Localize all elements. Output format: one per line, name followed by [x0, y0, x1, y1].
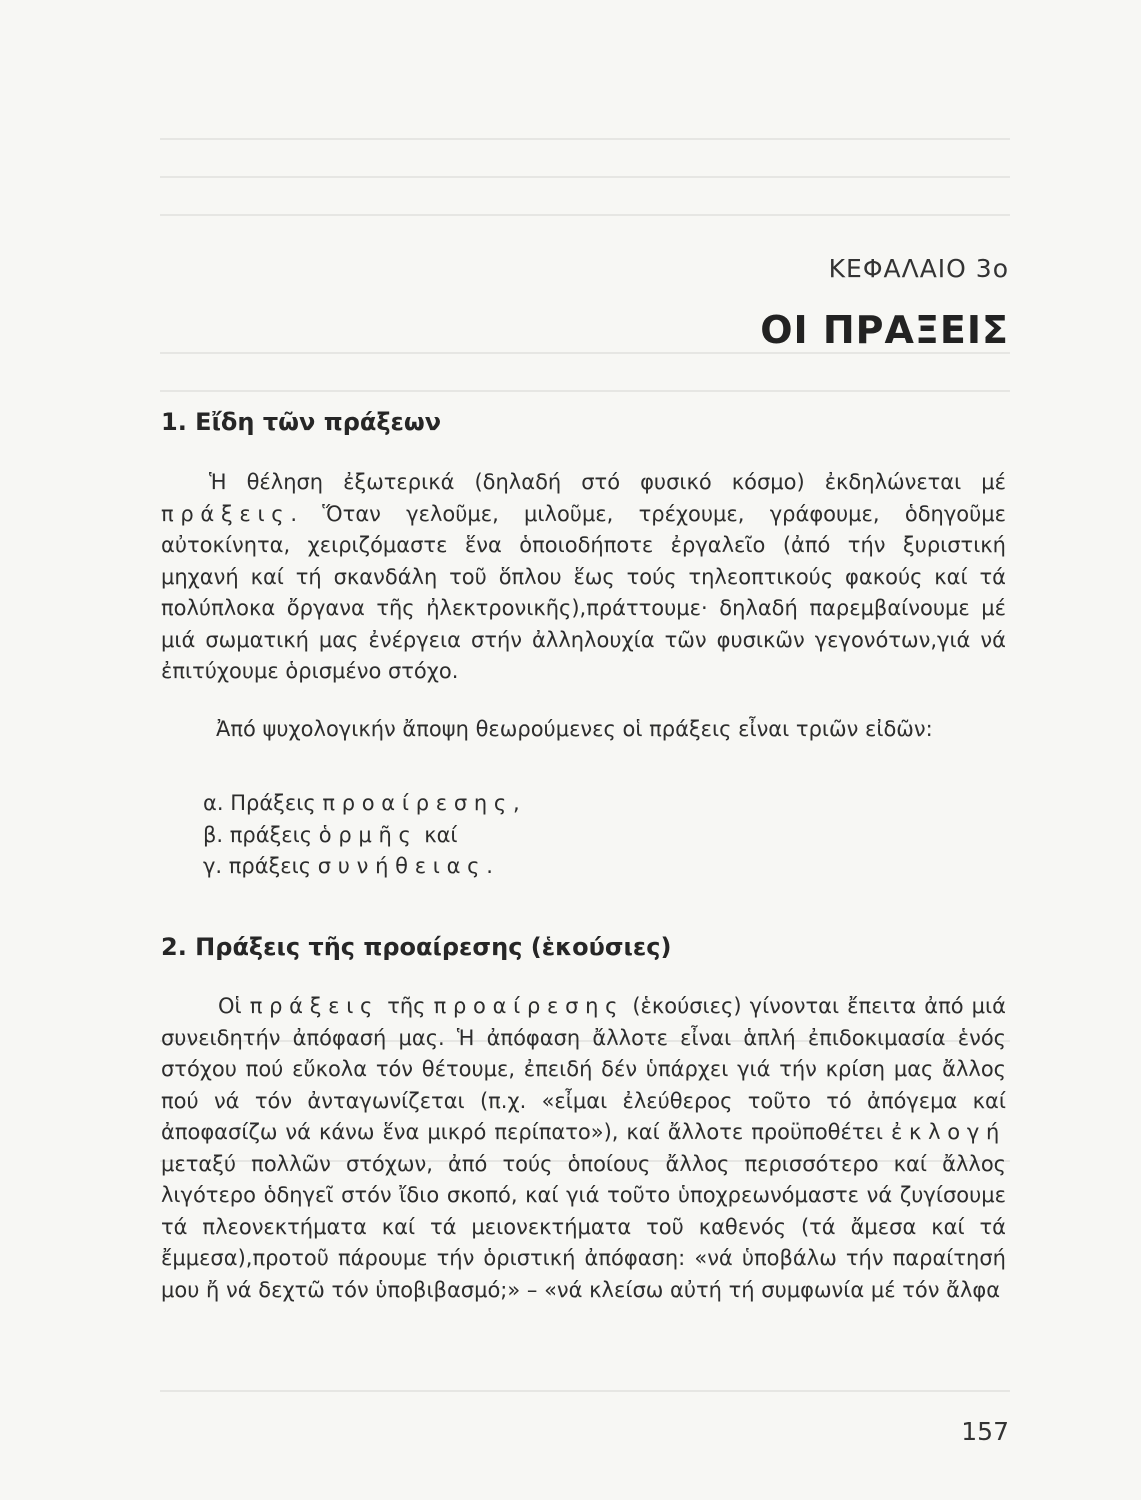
bleed-through-line: [160, 138, 1010, 140]
bleed-through-line: [160, 1390, 1010, 1392]
chapter-label: ΚΕΦΑΛΑΙΟ 3ο: [828, 254, 1009, 283]
list-item-prefix: β. πράξεις: [203, 822, 319, 847]
section-1-paragraph-2: Ἀπό ψυχολογικήν ἄποψη θεωρούμενες οἱ πράξεις εἶναι τριῶν εἰδῶν:: [216, 717, 933, 741]
list-item: [203, 820, 520, 852]
bleed-through-line: [160, 390, 1010, 392]
bleed-through-line: [160, 176, 1010, 178]
paragraph-text: τῆς: [379, 994, 434, 1018]
list-item: [203, 788, 520, 820]
list-item-prefix: γ. πράξεις: [203, 854, 318, 878]
spaced-term: προαίρεσης: [433, 994, 625, 1018]
list-item-prefix: α. Πράξεις: [203, 791, 323, 815]
paragraph-text: Οἱ: [218, 994, 250, 1018]
list-item: [203, 851, 520, 883]
kinds-of-actions-list: [203, 788, 520, 883]
paragraph-text: μεταξύ πολλῶν στόχων, ἀπό τούς ὁποίους ἄλλος περισσότερο καί ἄλλος λιγότερο ὁδηγεῖ στόν ἴδιο σκοπό, καί γιά τοῦτο ὑποχρεωνόμαστε νά ζυγίσουμε τά πλεονεκτήματα καί τά μειονεκτήματα τοῦ καθενός (τά ἄμεσα καί τά ἔμμεσα),προτοῦ πάρουμε τήν ὁριστική ἀπόφαση: «νά ὑποβάλω τήν παραίτησή μου ἤ νά δεχτῶ τόν ὑποβιβασμό;» – «νά κλείσω αὐτή τή συμφωνία μέ τόν ἄλφα: [161, 1151, 1006, 1302]
spaced-term: συνήθειας: [317, 854, 487, 878]
bleed-through-line: [160, 352, 1010, 354]
page-number: 157: [961, 1417, 1009, 1446]
spaced-term: ἐκλογή: [890, 1120, 1006, 1144]
paragraph-text: (ἑκούσιες) γίνονται ἔπειτα ἀπό μιά συνειδητήν ἀπόφασή μας. Ἡ ἀπόφαση ἄλλοτε εἶναι ἁπλή ἐπιδοκιμασία ἑνός στόχου πού εὔκολα τόν θέτουμε, ἐπειδή δέν ὑπάρχει γιά τήν κρίση μας ἄλλος πού νά τόν ἀνταγωνίζεται (π.χ. «εἶμαι ἐλεύθερος τοῦτο τό ἀπόγεμα καί ἀποφασίζω νά κάνω ἕνα μικρό περίπατο»), καί ἄλλοτε προϋποθέτει: [161, 994, 1006, 1144]
list-item-suffix: ,: [512, 791, 520, 815]
list-item-suffix: .: [486, 854, 493, 878]
section-2-paragraph-1: [161, 991, 1006, 1306]
spaced-term: ὁρμῆς: [318, 822, 418, 847]
spaced-term: πράξεις: [161, 501, 291, 526]
spaced-term: πράξεις: [249, 994, 380, 1018]
paragraph-text: . Ὅταν γελοῦμε, μιλοῦμε, τρέχουμε, γράφουμε, ὁδηγοῦμε αὐτοκίνητα, χειριζόμαστε ἕνα ὁποιοδήποτε ἐργαλεῖο (ἀπό τήν ξυριστική μηχανή καί τή σκανδάλη τοῦ ὅπλου ἕως τούς τηλεοπτικούς φακούς καί τά πολύπλοκα ὄργανα τῆς ἠλεκτρονικῆς),πράττουμε· δηλαδή παρεμβαίνουμε μέ μιά σωματική μας ἐνέργεια στήν ἀλληλουχία τῶν φυσικῶν γεγονότων,γιά νά ἐπιτύχουμε ὁρισμένο στόχο.: [161, 501, 1006, 683]
spaced-term: προαίρεσης: [322, 791, 513, 815]
section-heading-1: 1. Εἴδη τῶν πράξεων: [161, 408, 442, 436]
list-item-suffix: καί: [417, 822, 458, 847]
chapter-title: ΟΙ ΠΡΑΞΕΙΣ: [760, 308, 1009, 352]
bleed-through-line: [160, 214, 1010, 216]
section-1-paragraph-1: [161, 467, 1006, 688]
paragraph-text: Ἡ θέληση ἐξωτερικά (δηλαδή στό φυσικό κόσμο) ἐκδηλώνεται μέ: [209, 470, 1006, 494]
section-heading-2: 2. Πράξεις τῆς προαίρεσης (ἑκούσιες): [161, 933, 672, 961]
